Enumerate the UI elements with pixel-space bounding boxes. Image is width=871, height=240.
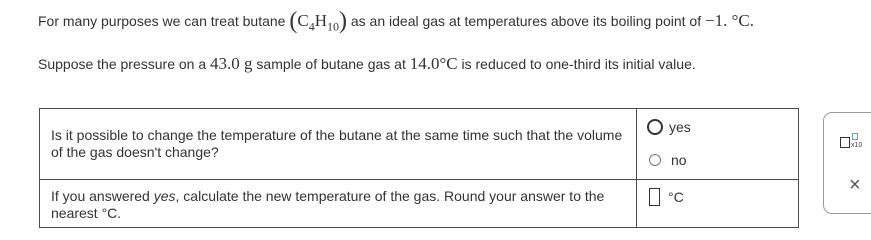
option-no[interactable] <box>647 152 687 168</box>
intro-prefix: For many purposes we can treat butane <box>38 13 286 29</box>
intro-middle: as an ideal gas at temperatures above its boiling point of <box>350 13 702 29</box>
clear-icon[interactable]: × <box>849 174 861 196</box>
sample-mass: 43.0 g <box>210 54 253 73</box>
question-table <box>39 108 799 228</box>
option-yes[interactable] <box>647 119 691 135</box>
answer-group <box>649 188 684 206</box>
answer-unit: °C <box>668 189 684 205</box>
question-2-text: If you answered yes, calculate the new temperature of the gas. Round your answer to the nearest °C. <box>51 188 605 221</box>
question-1-text: Is it possible to change the temperature of the butane at the same time such that the volume of the gas doesn't change? <box>51 127 623 160</box>
option-no-label: no <box>671 152 687 168</box>
scenario-prefix: Suppose the pressure on a <box>38 56 207 72</box>
question-row-2 <box>40 179 798 227</box>
x10-exponent-box-icon <box>852 133 858 140</box>
initial-temperature: 14.0°C <box>409 54 458 73</box>
x10-base-box-icon <box>840 137 850 148</box>
temperature-answer-input[interactable] <box>649 188 660 206</box>
question-2-emphasis: yes <box>153 188 176 204</box>
option-yes-label: yes <box>669 119 691 135</box>
scenario-suffix: is reduced to one-third its initial value. <box>461 56 696 72</box>
x10-label: x10 <box>851 142 863 149</box>
question-row-1 <box>40 109 798 180</box>
x10-button[interactable] <box>840 133 864 149</box>
radio-no-button[interactable] <box>649 154 661 166</box>
butane-formula: $(C_4H_{10})$ <box>289 8 347 34</box>
math-tools-panel <box>823 112 871 214</box>
radio-yes-button[interactable] <box>647 119 663 135</box>
scenario-middle: sample of butane gas at <box>256 56 406 72</box>
scenario-line <box>38 54 696 74</box>
boiling-point-value: −1. °C. <box>704 11 754 30</box>
intro-line <box>38 6 754 34</box>
